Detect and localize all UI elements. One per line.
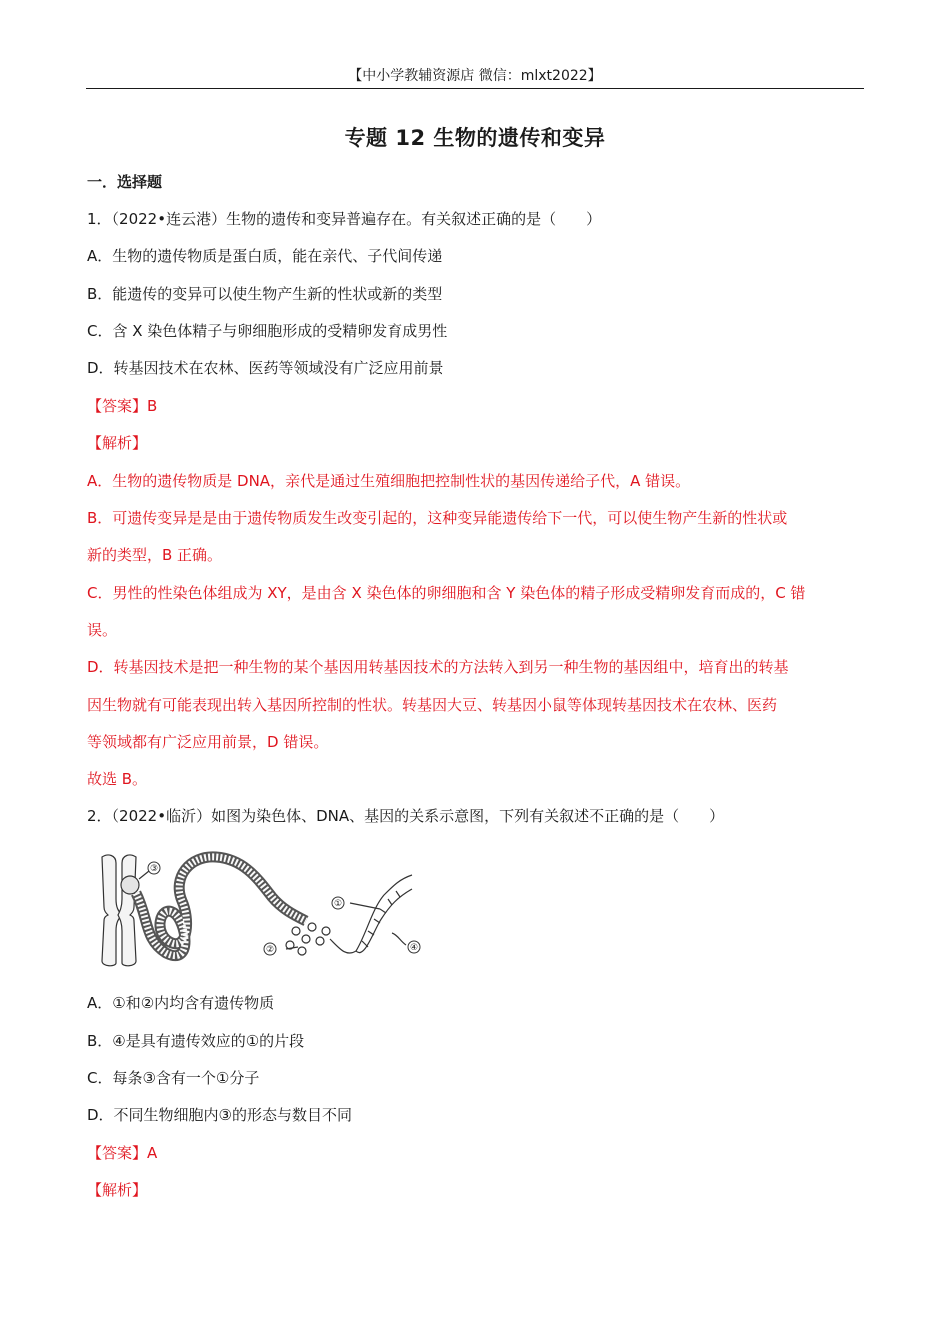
- question-1-analysis-line: 误。: [87, 621, 118, 639]
- question-2-answer: 【答案】A: [87, 1144, 158, 1162]
- header-divider: [86, 88, 864, 89]
- question-1-analysis-line: 因生物就有可能表现出转入基因所控制的性状。转基因大豆、转基因小鼠等体现转基因技术在农林、医药: [87, 696, 778, 714]
- question-2-option-d: D．不同生物细胞内③的形态与数目不同: [87, 1106, 352, 1124]
- label-1: ①: [333, 899, 343, 909]
- question-1-analysis-line: C．男性的性染色体组成为 XY，是由含 X 染色体的卵细胞和含 Y 染色体的精子形成受精卵发育而成的，C 错: [87, 584, 806, 602]
- question-2-option-a: A．①和②内均含有遗传物质: [87, 994, 275, 1012]
- question-1-option-b: B．能遗传的变异可以使生物产生新的性状或新的类型: [87, 285, 443, 303]
- page-title: 专题 12 生物的遗传和变异: [344, 126, 606, 150]
- question-1-analysis-line: 新的类型，B 正确。: [87, 546, 223, 564]
- question-1-stem: 1．（2022•连云港）生物的遗传和变异普遍存在。有关叙述正确的是（ ）: [87, 210, 602, 228]
- question-2-analysis-label: 【解析】: [87, 1181, 148, 1199]
- question-1-answer: 【答案】B: [87, 397, 158, 415]
- question-1-analysis-line: 等领域都有广泛应用前景，D 错误。: [87, 733, 329, 751]
- question-1-option-a: A．生物的遗传物质是蛋白质，能在亲代、子代间传递: [87, 247, 443, 265]
- question-1-analysis-label: 【解析】: [87, 434, 148, 452]
- question-1-conclusion: 故选 B。: [87, 770, 148, 788]
- question-1-option-c: C．含 X 染色体精子与卵细胞形成的受精卵发育成男性: [87, 322, 448, 340]
- question-2-stem: 2．（2022•临沂）如图为染色体、DNA、基因的关系示意图，下列有关叙述不正确的是（ ）: [87, 807, 725, 825]
- question-1-analysis-line: D．转基因技术是把一种生物的某个基因用转基因技术的方法转入到另一种生物的基因组中，培育出的转基: [87, 658, 789, 676]
- label-4: ④: [409, 943, 419, 953]
- section-heading: 一．选择题: [87, 173, 163, 191]
- label-3: ③: [149, 864, 159, 874]
- label-2: ②: [265, 945, 275, 955]
- question-1-option-d: D．转基因技术在农林、医药等领域没有广泛应用前景: [87, 359, 444, 377]
- question-2-option-b: B．④是具有遗传效应的①的片段: [87, 1032, 305, 1050]
- chromosome-dna-gene-diagram: [94, 849, 424, 969]
- page-header: 【中小学教辅资源店 微信：mlxt2022】: [348, 68, 602, 84]
- question-2-option-c: C．每条③含有一个①分子: [87, 1069, 260, 1087]
- question-1-analysis-line: A．生物的遗传物质是 DNA，亲代是通过生殖细胞把控制性状的基因传递给子代，A 错误。: [87, 472, 691, 490]
- question-1-analysis-line: B．可遗传变异是是由于遗传物质发生改变引起的，这种变异能遗传给下一代，可以使生物产生新的性状或: [87, 509, 788, 527]
